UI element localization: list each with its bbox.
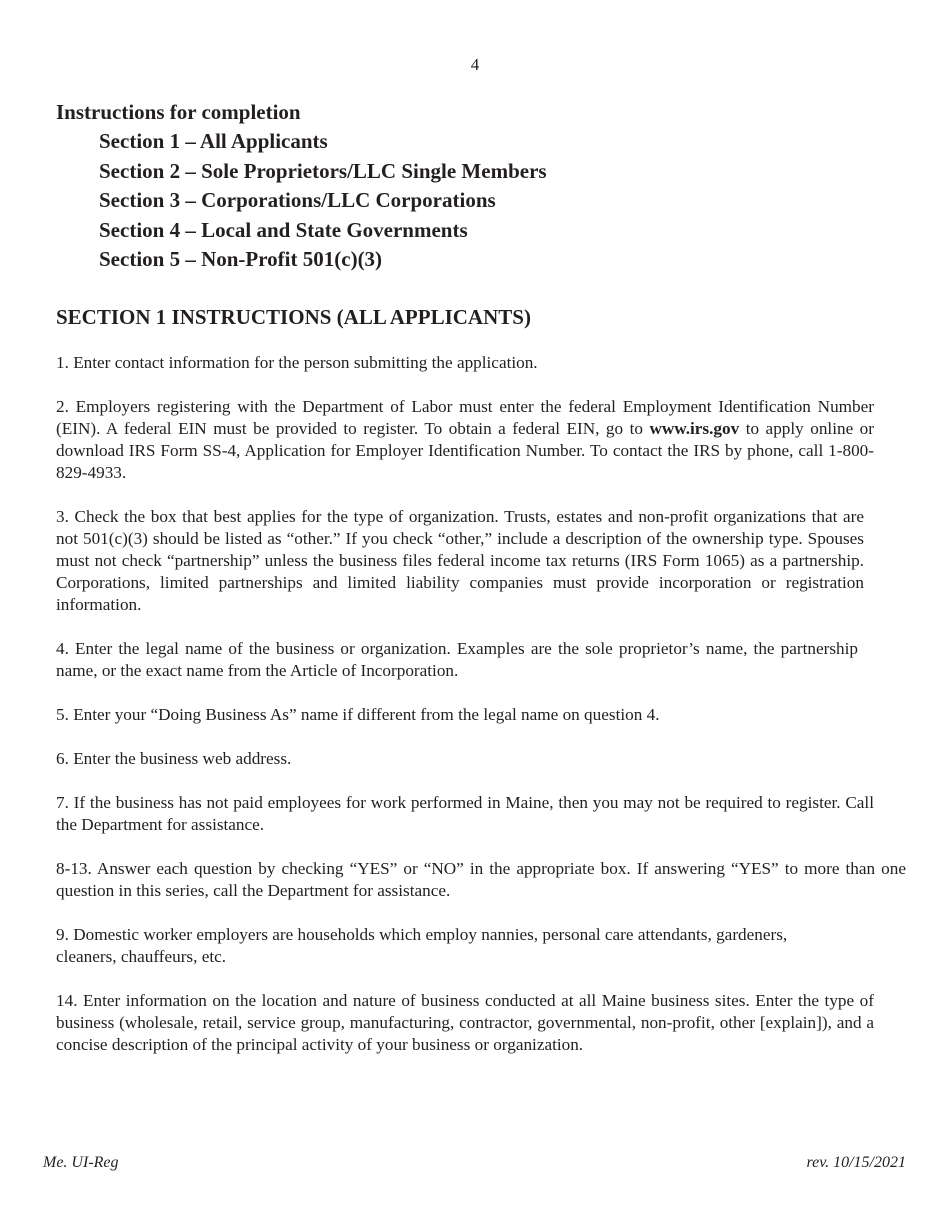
- toc-title: Instructions for completion: [56, 100, 301, 124]
- instruction-9: 9. Domestic worker employers are households which employ nannies, personal care attendants, gardeners, cleaners, chauffeurs, etc.: [56, 925, 788, 966]
- section-1-heading: SECTION 1 INSTRUCTIONS (ALL APPLICANTS): [56, 305, 531, 329]
- toc-item-section-5: Section 5 – Non-Profit 501(c)(3): [99, 247, 383, 271]
- irs-website-link[interactable]: www.irs.gov: [649, 419, 740, 438]
- instruction-14: 14. Enter information on the location and nature of business conducted at all Maine business sites. Enter the type of business (wholesale, retail, service group, manufacturing, contractor, governmental, non-profit, other [explain]), and a concise description of the principal activity of your business or organization.: [56, 991, 874, 1054]
- instruction-2-text-b: to apply online or download IRS Form SS-4, Application for Employer Identification Number. To contact the IRS by phone, call 1-800-829-4933.: [56, 419, 875, 482]
- toc-item-section-1: Section 1 – All Applicants: [99, 129, 328, 153]
- instruction-7: 7. If the business has not paid employees for work performed in Maine, then you may not be required to register. Call the Department for assistance.: [56, 793, 874, 834]
- footer-form-id: Me. UI-Reg: [43, 1154, 119, 1171]
- footer-revision: rev. 10/15/2021: [806, 1154, 906, 1171]
- instruction-8-13: 8-13. Answer each question by checking “YES” or “NO” in the appropriate box. If answering “YES” to more than one question in this series, call the Department for assistance.: [56, 859, 906, 900]
- toc-item-section-3: Section 3 – Corporations/LLC Corporations: [99, 188, 496, 212]
- instruction-2: [56, 396, 874, 484]
- instruction-6: 6. Enter the business web address.: [56, 749, 292, 768]
- page-number: 4: [470, 55, 480, 74]
- toc-list: [56, 127, 906, 275]
- toc-item-section-4: Section 4 – Local and State Governments: [99, 217, 468, 242]
- instruction-5: 5. Enter your “Doing Business As” name if different from the legal name on question 4.: [56, 705, 660, 724]
- instruction-2-text-a: 2. Employers registering with the Department of Labor must enter the federal Employment Identification Number (EIN). A federal EIN must be provided to register. To obtain a federal EIN, go to: [56, 397, 874, 438]
- instruction-4: 4. Enter the legal name of the business or organization. Examples are the sole proprietor’s name, the partnership name, or the exact name from the Article of Incorporation.: [56, 639, 858, 680]
- section-1-instructions: [56, 352, 906, 1056]
- instruction-1: 1. Enter contact information for the person submitting the application.: [56, 353, 538, 372]
- table-of-contents: [56, 98, 906, 275]
- toc-item-section-2: Section 2 – Sole Proprietors/LLC Single Members: [99, 158, 547, 183]
- instruction-3: 3. Check the box that best applies for the type of organization. Trusts, estates and non-profit organizations that are not 501(c)(3) should be listed as “other.” If you check “other,” include a description of the ownership type. Spouses must not check “partnership” unless the business files federal income tax returns (IRS Form 1065) as a partnership. Corporations, limited partnerships and limited liability companies must provide incorporation or registration information.: [56, 507, 864, 614]
